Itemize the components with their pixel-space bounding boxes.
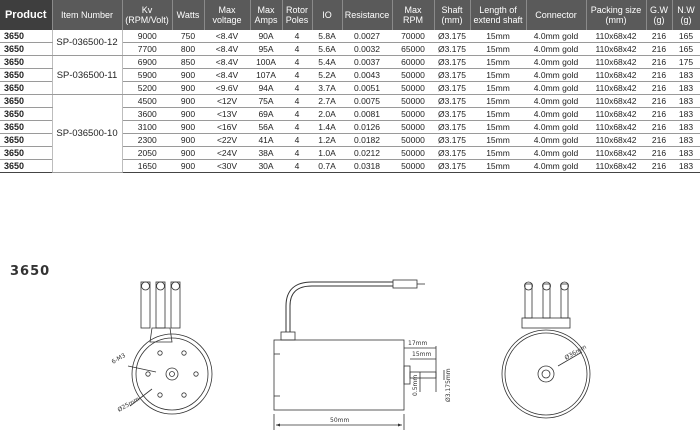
product-cell: 3650 <box>0 95 52 108</box>
product-cell: 3650 <box>0 134 52 147</box>
table-cell: 4 <box>282 121 312 134</box>
table-cell: <13V <box>204 108 250 121</box>
front-shaft <box>170 372 175 377</box>
header-watts: Watts <box>172 0 204 30</box>
table-cell: 4 <box>282 82 312 95</box>
table-cell: 0.7A <box>312 160 342 173</box>
table-cell: <30V <box>204 160 250 173</box>
rear-body-outline <box>502 330 590 418</box>
table-cell: 1.0A <box>312 147 342 160</box>
table-cell: <9.6V <box>204 82 250 95</box>
table-cell: 165 <box>672 43 700 56</box>
table-cell: 50000 <box>392 82 434 95</box>
side-15-label: 15mm <box>412 351 432 358</box>
header-rotor-poles: Rotor Poles <box>282 0 312 30</box>
arrow-head <box>276 424 280 427</box>
table-header-row <box>0 0 700 30</box>
table-cell: 5.8A <box>312 30 342 43</box>
product-cell: 3650 <box>0 43 52 56</box>
table-cell: 165 <box>672 30 700 43</box>
table-cell: 110x68x42 <box>586 30 646 43</box>
table-cell: 110x68x42 <box>586 121 646 134</box>
side-cable-inner <box>288 284 393 332</box>
table-cell: 216 <box>646 121 672 134</box>
table-cell: <12V <box>204 95 250 108</box>
table-cell: 216 <box>646 30 672 43</box>
table-cell: 0.0081 <box>342 108 392 121</box>
front-diameter-label: Ø25mm <box>116 395 141 414</box>
front-mount-hole <box>158 351 162 355</box>
table-cell: 50000 <box>392 160 434 173</box>
header-length-extend-shaft: Length of extend shaft <box>470 0 526 30</box>
front-holes-label: 6-M3 <box>110 352 127 366</box>
header-io: IO <box>312 0 342 30</box>
table-cell: 900 <box>172 82 204 95</box>
table-cell: Ø3.175 <box>434 108 470 121</box>
spec-table <box>0 0 700 173</box>
table-cell: <8.4V <box>204 30 250 43</box>
table-cell: 69A <box>250 108 282 121</box>
table-cell: 4.0mm gold <box>526 82 586 95</box>
table-cell: 110x68x42 <box>586 56 646 69</box>
table-cell: 95A <box>250 43 282 56</box>
table-cell: 4.0mm gold <box>526 30 586 43</box>
table-cell: 15mm <box>470 82 526 95</box>
table-cell: 4 <box>282 95 312 108</box>
table-cell: 65000 <box>392 43 434 56</box>
header-gw: G.W (g) <box>646 0 672 30</box>
rear-wire-end-2 <box>543 282 551 290</box>
side-wire-exit <box>281 332 295 340</box>
header-item-number: Item Number <box>52 0 122 30</box>
header-nw: N.W (g) <box>672 0 700 30</box>
table-cell: 90A <box>250 30 282 43</box>
table-cell: 50000 <box>392 134 434 147</box>
item-number-cell: SP-036500-10 <box>52 95 122 173</box>
table-cell: 15mm <box>470 43 526 56</box>
table-cell: 216 <box>646 82 672 95</box>
table-cell: 4.0mm gold <box>526 160 586 173</box>
table-cell: 110x68x42 <box>586 147 646 160</box>
table-cell: 216 <box>646 56 672 69</box>
header-resistance: Resistance <box>342 0 392 30</box>
table-cell: 183 <box>672 147 700 160</box>
product-cell: 3650 <box>0 69 52 82</box>
table-cell: 4 <box>282 30 312 43</box>
table-cell: 1650 <box>122 160 172 173</box>
table-cell: 216 <box>646 95 672 108</box>
table-cell: 30A <box>250 160 282 173</box>
table-cell: 900 <box>172 108 204 121</box>
table-cell: 183 <box>672 108 700 121</box>
table-cell: <22V <box>204 134 250 147</box>
table-cell: 0.0027 <box>342 30 392 43</box>
table-cell: 175 <box>672 56 700 69</box>
product-cell: 3650 <box>0 82 52 95</box>
front-shaft-boss <box>166 368 178 380</box>
header-max-amps: Max Amps <box>250 0 282 30</box>
table-cell: 900 <box>172 121 204 134</box>
table-row <box>0 56 700 69</box>
table-cell: 216 <box>646 43 672 56</box>
table-cell: 3600 <box>122 108 172 121</box>
rear-wire-boot <box>522 318 570 328</box>
table-cell: 4 <box>282 56 312 69</box>
table-cell: 4 <box>282 108 312 121</box>
product-cell: 3650 <box>0 30 52 43</box>
table-cell: 50000 <box>392 95 434 108</box>
table-cell: 183 <box>672 95 700 108</box>
table-cell: 183 <box>672 82 700 95</box>
table-cell: 50000 <box>392 69 434 82</box>
table-cell: 110x68x42 <box>586 95 646 108</box>
table-cell: 50000 <box>392 147 434 160</box>
table-cell: 15mm <box>470 160 526 173</box>
table-cell: 0.0032 <box>342 43 392 56</box>
technical-drawings <box>0 262 700 438</box>
table-cell: <16V <box>204 121 250 134</box>
table-cell: 850 <box>172 56 204 69</box>
table-cell: 1.2A <box>312 134 342 147</box>
table-cell: 15mm <box>470 95 526 108</box>
rear-body-inner <box>505 333 587 415</box>
table-cell: 900 <box>172 95 204 108</box>
table-cell: Ø3.175 <box>434 134 470 147</box>
table-cell: 4.0mm gold <box>526 95 586 108</box>
table-cell: 4 <box>282 147 312 160</box>
table-cell: 50000 <box>392 108 434 121</box>
table-cell: 0.0075 <box>342 95 392 108</box>
front-mount-hole <box>158 393 162 397</box>
table-cell: <24V <box>204 147 250 160</box>
table-cell: 15mm <box>470 108 526 121</box>
table-cell: 4.0mm gold <box>526 108 586 121</box>
table-cell: 216 <box>646 160 672 173</box>
table-cell: 9000 <box>122 30 172 43</box>
table-cell: 800 <box>172 43 204 56</box>
table-cell: 183 <box>672 69 700 82</box>
table-cell: 110x68x42 <box>586 134 646 147</box>
table-cell: 0.0182 <box>342 134 392 147</box>
table-cell: 216 <box>646 108 672 121</box>
table-cell: 4 <box>282 160 312 173</box>
side-front-boss <box>404 366 410 384</box>
side-body <box>274 340 404 410</box>
header-kv: Kv (RPM/Volt) <box>122 0 172 30</box>
table-cell: 4.0mm gold <box>526 43 586 56</box>
table-cell: 38A <box>250 147 282 160</box>
table-cell: 110x68x42 <box>586 108 646 121</box>
table-cell: 41A <box>250 134 282 147</box>
table-cell: 70000 <box>392 30 434 43</box>
table-cell: 5900 <box>122 69 172 82</box>
table-cell: 3.7A <box>312 82 342 95</box>
table-cell: 6900 <box>122 56 172 69</box>
rear-wire-end-3 <box>561 282 569 290</box>
front-wire-end-3 <box>172 282 180 290</box>
front-view-drawing <box>128 282 212 414</box>
table-cell: 56A <box>250 121 282 134</box>
table-row <box>0 30 700 43</box>
drawing-label: 3650 <box>10 264 51 279</box>
table-cell: 15mm <box>470 121 526 134</box>
table-cell: Ø3.175 <box>434 82 470 95</box>
table-cell: <8.4V <box>204 43 250 56</box>
front-wire-end-1 <box>142 282 150 290</box>
header-product: Product <box>0 0 52 30</box>
table-cell: 60000 <box>392 56 434 69</box>
table-cell: 110x68x42 <box>586 82 646 95</box>
side-05-label: 0.5mm <box>412 374 419 396</box>
side-length-label: 50mm <box>330 417 350 424</box>
front-body-outline <box>132 334 212 414</box>
table-cell: Ø3.175 <box>434 147 470 160</box>
table-cell: 900 <box>172 134 204 147</box>
table-cell: 0.0212 <box>342 147 392 160</box>
front-mount-hole <box>182 351 186 355</box>
table-cell: 4.0mm gold <box>526 121 586 134</box>
table-cell: 4 <box>282 134 312 147</box>
table-cell: 750 <box>172 30 204 43</box>
front-wire-end-2 <box>157 282 165 290</box>
table-cell: 0.0126 <box>342 121 392 134</box>
side-17-label: 17mm <box>408 340 428 347</box>
table-cell: 4.0mm gold <box>526 56 586 69</box>
table-cell: 5.4A <box>312 56 342 69</box>
header-connector: Connector <box>526 0 586 30</box>
table-cell: <8.4V <box>204 56 250 69</box>
spec-table-body <box>0 30 700 173</box>
table-cell: 50000 <box>392 121 434 134</box>
item-number-cell: SP-036500-11 <box>52 56 122 95</box>
table-cell: 900 <box>172 160 204 173</box>
table-cell: 107A <box>250 69 282 82</box>
table-cell: 15mm <box>470 56 526 69</box>
table-cell: 7700 <box>122 43 172 56</box>
product-cell: 3650 <box>0 160 52 173</box>
table-cell: Ø3.175 <box>434 56 470 69</box>
table-cell: 4500 <box>122 95 172 108</box>
table-cell: 216 <box>646 134 672 147</box>
table-cell: 183 <box>672 134 700 147</box>
table-cell: 5200 <box>122 82 172 95</box>
table-cell: 183 <box>672 160 700 173</box>
table-cell: 0.0043 <box>342 69 392 82</box>
table-cell: 4.0mm gold <box>526 134 586 147</box>
rear-diameter-label: Ø36mm <box>563 343 588 362</box>
rear-bearing-inner <box>542 370 550 378</box>
header-packing-size: Packing size (mm) <box>586 0 646 30</box>
table-cell: 15mm <box>470 134 526 147</box>
table-cell: 183 <box>672 121 700 134</box>
table-cell: Ø3.175 <box>434 30 470 43</box>
table-cell: Ø3.175 <box>434 69 470 82</box>
table-cell: 4 <box>282 43 312 56</box>
table-cell: 4.0mm gold <box>526 69 586 82</box>
table-cell: 5.6A <box>312 43 342 56</box>
table-cell: 216 <box>646 147 672 160</box>
table-cell: 4 <box>282 69 312 82</box>
header-max-rpm: Max RPM <box>392 0 434 30</box>
front-mount-hole <box>182 393 186 397</box>
front-mount-hole <box>194 372 198 376</box>
table-cell: 94A <box>250 82 282 95</box>
table-cell: 75A <box>250 95 282 108</box>
table-cell: 110x68x42 <box>586 160 646 173</box>
table-cell: 216 <box>646 69 672 82</box>
table-cell: 2.0A <box>312 108 342 121</box>
table-cell: <8.4V <box>204 69 250 82</box>
table-cell: 2050 <box>122 147 172 160</box>
table-cell: 15mm <box>470 69 526 82</box>
side-shaft-dia-label: Ø3.175mm <box>445 368 452 402</box>
table-cell: 15mm <box>470 30 526 43</box>
rear-bearing-outer <box>538 366 554 382</box>
table-row <box>0 95 700 108</box>
item-number-cell: SP-036500-12 <box>52 30 122 56</box>
side-connector <box>393 280 417 288</box>
product-cell: 3650 <box>0 56 52 69</box>
table-cell: 5.2A <box>312 69 342 82</box>
table-cell: 110x68x42 <box>586 43 646 56</box>
table-cell: 900 <box>172 147 204 160</box>
table-cell: 0.0037 <box>342 56 392 69</box>
product-cell: 3650 <box>0 147 52 160</box>
table-cell: Ø3.175 <box>434 160 470 173</box>
table-cell: 3100 <box>122 121 172 134</box>
table-cell: 100A <box>250 56 282 69</box>
table-cell: Ø3.175 <box>434 121 470 134</box>
table-cell: Ø3.175 <box>434 95 470 108</box>
table-cell: 0.0051 <box>342 82 392 95</box>
table-cell: 110x68x42 <box>586 69 646 82</box>
table-cell: 900 <box>172 69 204 82</box>
arrow-head <box>398 424 402 427</box>
product-cell: 3650 <box>0 108 52 121</box>
table-cell: 4.0mm gold <box>526 147 586 160</box>
header-max-voltage: Max voltage <box>204 0 250 30</box>
side-cable <box>288 284 393 332</box>
product-cell: 3650 <box>0 121 52 134</box>
table-cell: Ø3.175 <box>434 43 470 56</box>
front-mount-hole <box>146 372 150 376</box>
front-body-inner <box>136 338 208 410</box>
table-cell: 15mm <box>470 147 526 160</box>
header-shaft: Shaft (mm) <box>434 0 470 30</box>
table-cell: 2.7A <box>312 95 342 108</box>
table-cell: 2300 <box>122 134 172 147</box>
table-cell: 0.0318 <box>342 160 392 173</box>
rear-wire-end-1 <box>525 282 533 290</box>
table-cell: 1.4A <box>312 121 342 134</box>
